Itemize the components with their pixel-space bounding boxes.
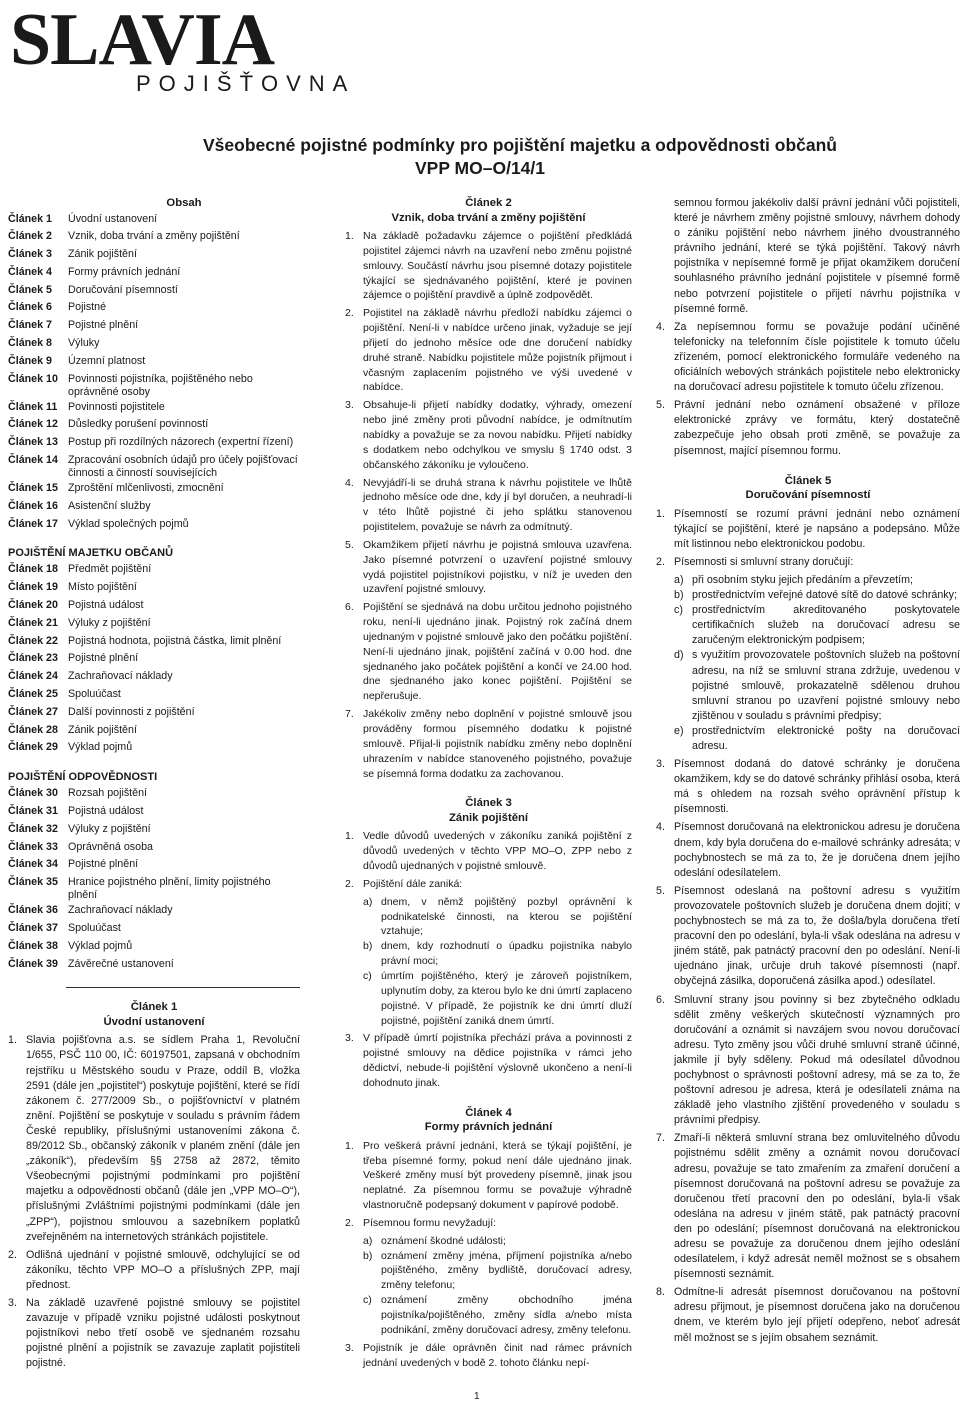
toc-entry (8, 299, 300, 317)
toc-entry-number: Článek 28 (8, 723, 58, 736)
toc-entry (8, 353, 300, 371)
toc-entry (8, 282, 300, 300)
toc-entry (8, 335, 300, 353)
toc-entry-number: Článek 27 (8, 705, 58, 718)
article-2-number: Článek 2 (465, 197, 512, 209)
paragraph: 2. Písemnou formu nevyžadují: (345, 1216, 497, 1229)
title-line-1: Všeobecné pojistné podmínky pro pojištění majetku a odpovědnosti občanů (203, 135, 837, 155)
toc-entry-number: Článek 24 (8, 670, 58, 683)
toc-entry (8, 739, 300, 757)
toc-entry-title: Rozsah pojištění (68, 787, 148, 800)
paragraph: 5. Právní jednání nebo oznámení obsažené v příloze elektronické zprávy ve formátu, který dostatečně zabezpečuje jeho obsah proti změně, se považuje za písemnost, mající písemnou formu. (656, 399, 960, 457)
toc-entry-title: Formy právních jednání (68, 265, 181, 278)
list-item: e) prostřednictvím elektronické pošty na doručovací adresu. (674, 724, 960, 752)
toc-entry-number: Článek 39 (8, 957, 58, 970)
paragraph: 4. Nevyjádří-li se druhá strana k návrhu pojistitele ve lhůtě jednoho měsíce ode dne, kdy jí byl doručen, a neuhradí-li v této lhůtě pojistné či jeho splátku stanovenou pojistitelem, považuje se návrh za odmítnutý. (345, 476, 632, 534)
toc-entry-title: Hranice pojistného plnění, limity pojistného plnění (68, 876, 271, 902)
paragraph: 8. Odmítne-li adresát písemnost doručovanou na poštovní adresu přijmout, je písemnost doručena jako na doručenou dnem, ve kterém bylo její přijetí odepřeno, neboť adresát měl možnost se s jejím obsahem seznámit. (656, 1286, 960, 1344)
toc-entry-title: Oprávněná osoba (68, 840, 153, 853)
toc-entry-title: Povinnosti pojistníka, pojištěného nebo oprávněné osoby (68, 372, 253, 398)
article-3-title: Zánik pojištění (448, 811, 529, 824)
toc-entry-title: Úvodní ustanovení (68, 212, 158, 225)
toc-entry (8, 399, 300, 417)
toc-entry (8, 416, 300, 434)
paragraph: 5. Okamžikem přijetí návrhu je pojistná smlouva uzavřena. Jako písemné potvrzení o uzavření pojistné smlouvy vydá pojistitel pojistníkovi pojistku, v níž je uveden den uzavření pojistné smlouvy. (345, 538, 632, 596)
article-1-number: Článek 1 (130, 1001, 178, 1014)
toc-entry (8, 668, 300, 686)
toc-entry-title: Spoluúčast (68, 688, 121, 701)
toc-entry-title: Pojistná hodnota, pojistná částka, limit plnění (68, 634, 282, 647)
paragraph: 6. Smluvní strany jsou povinny si bez zbytečného odkladu sdělit změny veškerých skutečností významných pro doručování a oznámit si navzájem svou novou doručovací adresu. Tyto změny jsou vůči druhé smluvní straně účinné, jakmile jí byly sděleny. Pokud má odesílatel důvodnou pochybnost o správnosti poštovní adresy, má se za to, že poštovní adresou je adresa, která je odesílateli známa na základě jeho vlastního zjištění provedeného v souladu s právními předpisy. (656, 993, 960, 1127)
toc-entry-number: Článek 2 (8, 230, 52, 243)
logo-subtitle: POJIŠŤOVNA (136, 71, 356, 96)
toc-entry-number: Článek 14 (8, 454, 58, 467)
toc-entry-title: Výluky z pojištění (68, 822, 151, 835)
article-5-number: Článek 5 (784, 474, 832, 487)
toc-entry-number: Článek 18 (8, 563, 58, 576)
toc-entry (8, 579, 300, 597)
toc-entry-title: Doručování písemností (68, 283, 178, 296)
toc-entry-title: Postup při rozdílných názorech (expertní řízení) (68, 436, 294, 449)
toc-entry (8, 686, 300, 704)
toc-entry (8, 920, 300, 938)
paragraph: 6. Pojištění se sjednává na dobu určitou jednoho pojistného roku, není-li ujednáno jinak. Pojistný rok začíná dnem ujednaným v pojistné smlouvě jako den počátku pojištění. Není-li ujednáno jinak, pojištění začíná v 0.00 hod. dne sjednaného jako počátek pojištění a končí ve 24.00 hod. dne sjednaného jako konec pojištění. Pojištění se nepřerušuje. (345, 601, 632, 703)
title-line-2: VPP MO–O/14/1 (414, 158, 546, 178)
toc-entry-title: Zánik pojištění (68, 248, 137, 261)
toc-entry (8, 498, 300, 516)
list-item: c) úmrtím pojištěného, který je zároveň pojistníkem, uplynutím doby, za kterou bylo ke dni úmrtí zaplaceno pojistné. V případě, že pojistník ke dni úmrtí dluží pojistné, pojištění zaniká dnem úmrtí. (363, 969, 632, 1027)
toc-entry (8, 246, 300, 264)
toc-entry-number: Článek 6 (8, 301, 52, 314)
toc-entry-title: Zánik pojištění (68, 723, 137, 736)
toc-entry-number: Článek 9 (8, 354, 52, 367)
document-title (0, 134, 960, 180)
list-item: d) s využitím provozovatele poštovních služeb na poštovní adresu, na níž se smluvní strana zdržuje, uvedenou v pojistné smlouvě, prokazatelně sdělenou druhou smluvní stranou po uzavření pojistné smlouvy nebo zjištěnou v souladu s právními předpisy; (674, 649, 960, 722)
paragraph: 2. Pojištění dále zaniká: (345, 877, 463, 890)
list-item: a) při osobním styku jejich předáním a převzetím; (674, 573, 913, 586)
toc-entry-number: Článek 36 (8, 904, 58, 917)
slavia-logo (10, 0, 356, 100)
list-item: b) oznámení změny jména, příjmení pojistníka a/nebo pojištěného, změny bydliště, doručovací adresy, změny telefonu; (363, 1249, 632, 1292)
toc-entry-title: Pojistné plnění (68, 652, 139, 665)
toc-entry (8, 561, 300, 579)
toc-entry-number: Článek 1 (8, 212, 52, 225)
toc-entry-number: Článek 21 (8, 616, 58, 629)
toc-entry (8, 956, 300, 974)
toc-entry-title: Zpracování osobních údajů pro účely pojišťovací činnosti a činností souvisejících (68, 454, 298, 480)
toc-entry (8, 938, 300, 956)
toc-entry-title: Další povinnosti z pojištění (68, 705, 195, 718)
toc-entry (8, 633, 300, 651)
list-item: c) prostřednictvím akreditovaného poskytovatele certifikačních služeb na doručovací adresu se zaručeným elektronickým podpisem; (674, 604, 960, 647)
article-2-title: Vznik, doba trvání a změny pojištění (391, 211, 586, 224)
toc-entry-number: Článek 35 (8, 876, 58, 889)
toc-entry-title: Zproštění mlčenlivosti, zmocnění (68, 482, 224, 495)
toc-entry (8, 480, 300, 498)
paragraph: 2. Odlišná ujednání v pojistné smlouvě, odchylující se od zákoníku, těchto VPP MO–O a příslušných ZPP, mají přednost. (8, 1248, 300, 1291)
toc-entry-number: Článek 16 (8, 499, 58, 512)
toc-entry (8, 785, 300, 803)
paragraph: 3. Na základě uzavřené pojistné smlouvy se pojistitel zavazuje v případě vzniku pojistné události poskytnout pojistníkovi nebo třetí osobě ve sjednaném rozsahu pojistné plnění a pojistník se zavazuje zaplatit pojistiteli pojistné. (8, 1296, 300, 1370)
toc-entry-number: Článek 8 (8, 337, 52, 350)
toc-entry (8, 704, 300, 722)
toc-entry-number: Článek 20 (8, 599, 58, 612)
toc-entry-title: Spoluúčast (68, 922, 121, 934)
toc-entry-number: Článek 34 (8, 858, 58, 871)
toc-entry-number: Článek 19 (8, 581, 58, 594)
toc-entry-title: Vznik, doba trvání a změny pojištění (68, 230, 240, 243)
toc-entry-title: Zachraňovací náklady (68, 904, 173, 917)
list-item: b) prostřednictvím veřejné datové sítě do datové schránky; (674, 589, 957, 602)
column-3 (656, 196, 960, 1349)
toc-entry-number: Článek 15 (8, 482, 58, 495)
toc-entry-number: Článek 3 (8, 248, 52, 261)
toc-entry-number: Článek 23 (8, 652, 58, 665)
toc-entry-title: Závěrečné ustanovení (68, 957, 174, 970)
toc-entry-title: Pojistné plnění (68, 319, 139, 332)
toc-entry (8, 902, 300, 920)
toc-entry-title: Výluky (68, 337, 100, 350)
toc-entry (8, 615, 300, 633)
paragraph: 1. Na základě požadavku zájemce o pojištění předkládá pojistitel zájemci návrh na uzavření nebo změnu pojistné smlouvy. Součástí návrhu jsou písemné dotazy pojistitele týkající se sjednávaného pojištění, které je povinen zájemce o pojištění pravdivě a úplně zodpovědět. (345, 230, 632, 302)
toc-entry-title: Výklad společných pojmů (68, 517, 189, 530)
toc-entry-number: Článek 7 (8, 319, 52, 332)
toc-entry (8, 821, 300, 839)
paragraph: 1. Vedle důvodů uvedených v zákoníku zaniká pojištění z důvodů uvedených v těchto VPP MO–O, ZPP nebo z důvodů ujednaných v pojistné smlouvě. (345, 830, 632, 873)
logo-wordmark: SLAVIA (10, 0, 275, 81)
toc-entry-number: Článek 37 (8, 922, 58, 934)
toc-list-majetek (8, 561, 300, 757)
toc-entry (8, 722, 300, 740)
toc-entry-title: Pojistné plnění (68, 858, 139, 871)
toc-entry (8, 597, 300, 615)
list-item: a) oznámení škodné události; (363, 1234, 506, 1247)
paragraph-continued: semnou formou jakékoliv další právní jednání vůči pojistiteli, které je návrhem změny pojistné smlouvy, návrhem dohody o zániku pojištění nebo návrhem jiného dvoustranného právního jednání, které se týká pojištění. Takový návrh pojistníka v nepísemné formě je přijat okamžikem doručení souhlasného právního jednání pojistitele v písemné formě nebo potvrzení pojistitele o přijetí návrhu pojistníka v písemné formě. (674, 197, 960, 315)
toc-entry-number: Článek 22 (8, 634, 58, 647)
toc-entry-title: Předmět pojištění (68, 563, 152, 576)
toc-entry-title: Pojistná událost (68, 599, 144, 612)
toc-list (8, 211, 300, 534)
list-item: b) dnem, kdy rozhodnutí o úpadku pojistníka nabylo právní moci; (363, 940, 632, 968)
article-4-number: Článek 4 (465, 1106, 512, 1119)
paragraph: 1. Slavia pojišťovna a.s. se sídlem Praha 1, Revoluční 1/655, PSČ 110 00, IČ: 60197501, zapsaná v obchodním rejstříku u Městského soudu v Praze, oddíl B, vložka 2591 (dále jen „pojistitel“) poskytuje pojištění, které se řídí zákonem č. 277/2009 Sb., o pojišťovnictví v platném znění. Pojištění se poskytuje v souladu s právním řádem České republiky, příslušnými ustanoveními zákona č. 89/2012 Sb., občanský zákoník v planém znění (dále jen „zákoník“), především §§ 2758 až 2872, těmito Všeobecnými pojistnými podmínkami pro pojištění majetku a odpovědnosti občanů (dále jen „VPP MO–O“), příslušnými Zvláštními pojistnými podmínkami (dále jen „ZPP“), pojistnou smlouvou a sazebníkem poplatků zveřejněném na internetových stránkách pojistitele. (8, 1034, 300, 1243)
toc-entry-number: Článek 33 (8, 840, 58, 853)
toc-entry-title: Územní platnost (68, 354, 146, 367)
toc-entry-number: Článek 29 (8, 741, 58, 754)
toc-entry (8, 211, 300, 229)
paragraph: 3. Pojistník je dále oprávněn činit nad rámec právních jednání uvedených v bodě 2. tohoto článku nepí- (345, 1341, 632, 1369)
toc-heading: Obsah (166, 197, 202, 209)
toc-entry (8, 264, 300, 282)
divider (66, 987, 300, 988)
list-item: a) dnem, v němž pojištěný pozbyl oprávnění k podnikatelské činnosti, na kterou se pojištění vztahuje; (363, 895, 632, 938)
toc-entry (8, 317, 300, 335)
toc-entry-number: Článek 5 (8, 283, 52, 296)
page-number: 1 (474, 1391, 480, 1402)
paragraph: 4. Za nepísemnou formu se považuje podání učiněné telefonicky na telefonním čísle pojistitele k tomuto účelu zřízeném, pomocí elektronického formuláře vedeného na oficiálních webových stránkách pojistitele nebo elektronicky na doručovací adresu pojistitele k tomuto účelu zřízenou. (656, 320, 960, 394)
toc-entry-number: Článek 4 (8, 265, 52, 278)
article-5-title: Doručování písemností (745, 489, 871, 502)
toc-entry-number: Článek 25 (8, 688, 58, 701)
toc-entry (8, 803, 300, 821)
toc-entry-title: Pojistná událost (68, 805, 144, 818)
toc-entry-title: Místo pojištění (68, 581, 137, 594)
toc-entry-number: Článek 30 (8, 787, 58, 800)
toc-entry-number: Článek 32 (8, 822, 58, 835)
toc-group-odpovednost: POJIŠTĚNÍ ODPOVĚDNOSTI (8, 771, 158, 784)
toc-entry-number: Článek 38 (8, 939, 58, 952)
toc-entry-number: Článek 11 (8, 400, 58, 413)
toc-entry-title: Výklad pojmů (68, 939, 133, 952)
toc-group-majetek: POJIŠTĚNÍ MAJETKU OBČANŮ (8, 547, 174, 560)
toc-entry (8, 452, 300, 480)
paragraph: 7. Zmaří-li některá smluvní strana bez omluvitelného důvodu pojistnému sdělit změny a oznámit novou doručovací adresu, považuje se tato zmařením za zmaření doručení a písemnost doručovaná na poštovní adresu se považuje za doručenou třetí pracovní den po odeslání, byla-li však odeslána na adresu v jiném státě, pak patnáctý pracovní den po odeslání; písemnost doručovaná na elektronickou adresu se považuje za doručenou dnem jejího odeslání odesílatelem, i když adresát neměl možnost se s obsahem písemnosti seznámit. (656, 1132, 960, 1281)
toc-entry (8, 650, 300, 668)
toc-entry (8, 371, 300, 399)
toc-entry-number: Článek 13 (8, 436, 58, 449)
paragraph: 2. Pojistitel na základě návrhu předloží nabídku zájemci o pojištění. Není-li v nabídce určeno jinak, vyžaduje se její přijetí do jednoho měsíce ode dne doručení nabídky druhé straně. Nabídku pojistitele může pojistník přijmout i včasným zaplacením pojistného ve výši uvedené v nabídce. (345, 307, 632, 394)
toc-list-odpovednost (8, 785, 300, 973)
toc-entry-title: Výluky z pojištění (68, 616, 151, 629)
toc-entry (8, 516, 300, 534)
paragraph: 1. Písemností se rozumí právní jednání nebo oznámení týkající se pojištění, které je napsáno a podepsáno. Může mít listinnou nebo elektronickou podobu. (656, 507, 960, 550)
column-1 (8, 196, 300, 1374)
article-3-number: Článek 3 (465, 797, 512, 810)
paragraph: 7. Jakékoliv změny nebo doplnění v pojistné smlouvě jsou prováděny formou písemného dodatku k pojistné smlouvě. Přijal-li pojistník nabídku změny nebo doplnění uhrazením v nabídce stanoveného pojistného, považuje se písemná forma dodatku za zachovanou. (345, 708, 632, 780)
toc-entry (8, 228, 300, 246)
article-4-title: Formy právních jednání (424, 1121, 553, 1134)
toc-entry-title: Zachraňovací náklady (68, 670, 173, 683)
paragraph: 1. Pro veškerá právní jednání, která se týkají pojištění, je třeba písemné formy, pokud není dále ujednáno jinak. Veškeré změny musí být provedeny písemně, jinak jsou neplatné. Za písemnou formu se považuje výhradně vlastnoručně podepsaný dokument v papírové podobě. (345, 1139, 632, 1212)
toc-entry-title: Důsledky porušení povinností (68, 418, 209, 431)
column-2 (345, 196, 632, 1373)
paragraph: 3. Obsahuje-li přijetí nabídky dodatky, výhrady, omezení nebo jiné změny proti původní nabídce, je odmítnutím nabídky a považuje se za novou nabídku. Přijetí nabídky s dodatkem nebo odchylkou ve smyslu § 1740 odst. 3 občanského zákoníku je vyloučeno. (345, 399, 632, 471)
toc-entry-number: Článek 12 (8, 418, 58, 431)
toc-entry-title: Výklad pojmů (68, 741, 133, 754)
toc-entry-number: Článek 17 (8, 517, 58, 530)
toc-entry (8, 874, 300, 902)
paragraph: 3. V případě úmrtí pojistníka přechází práva a povinnosti z pojistné smlouvy na dědice pojistníka v rámci jeho dědictví, nebude-li pojištění výslovně ukončeno a není-li dohodnuto jinak. (345, 1032, 632, 1089)
toc-entry-number: Článek 31 (8, 805, 58, 818)
toc-entry-title: Asistenční služby (68, 499, 151, 512)
toc-entry (8, 839, 300, 857)
toc-entry-title: Pojistné (68, 301, 107, 314)
toc-entry (8, 434, 300, 452)
paragraph: 3. Písemnost dodaná do datové schránky je doručena okamžikem, kdy se do datové schránky přihlásí osoba, která má s ohledem na rozsah svého oprávnění přístup k písemnosti. (656, 758, 960, 816)
list-item: c) oznámení změny obchodního jména pojistníka/pojištěného, změny sídla a/nebo místa podnikání, změny doručovací adresy, změny telefonu. (363, 1294, 632, 1336)
article-1-title: Úvodní ustanovení (103, 1015, 205, 1028)
paragraph: 5. Písemnost odeslaná na poštovní adresu s využitím provozovatele poštovních služeb je doručena dnem dojití; v pochybnostech se má za to, že došla/byla doručena třetí pracovní den po odeslání, byla-li však odeslána na adresu v jiném státě, pak patnáctý pracovní den po odeslání. Není-li ujednáno jinak, určuje druh takové písemnosti (např. obyčejná zásilka, doporučená zásilka apod.) odesílatel. (656, 884, 960, 988)
paragraph: 2. Písemnosti si smluvní strany doručují: (656, 555, 854, 568)
paragraph: 4. Písemnost doručovaná na elektronickou adresu je doručena dnem, kdy byla doručena do e-mailové schránky adresáta; v pochybnostech se má za to, že je doručena dnem jejího odeslání odesílatelem. (656, 821, 960, 879)
toc-entry (8, 856, 300, 874)
toc-entry-title: Povinnosti pojistitele (68, 400, 165, 413)
toc-entry-number: Článek 10 (8, 372, 58, 385)
